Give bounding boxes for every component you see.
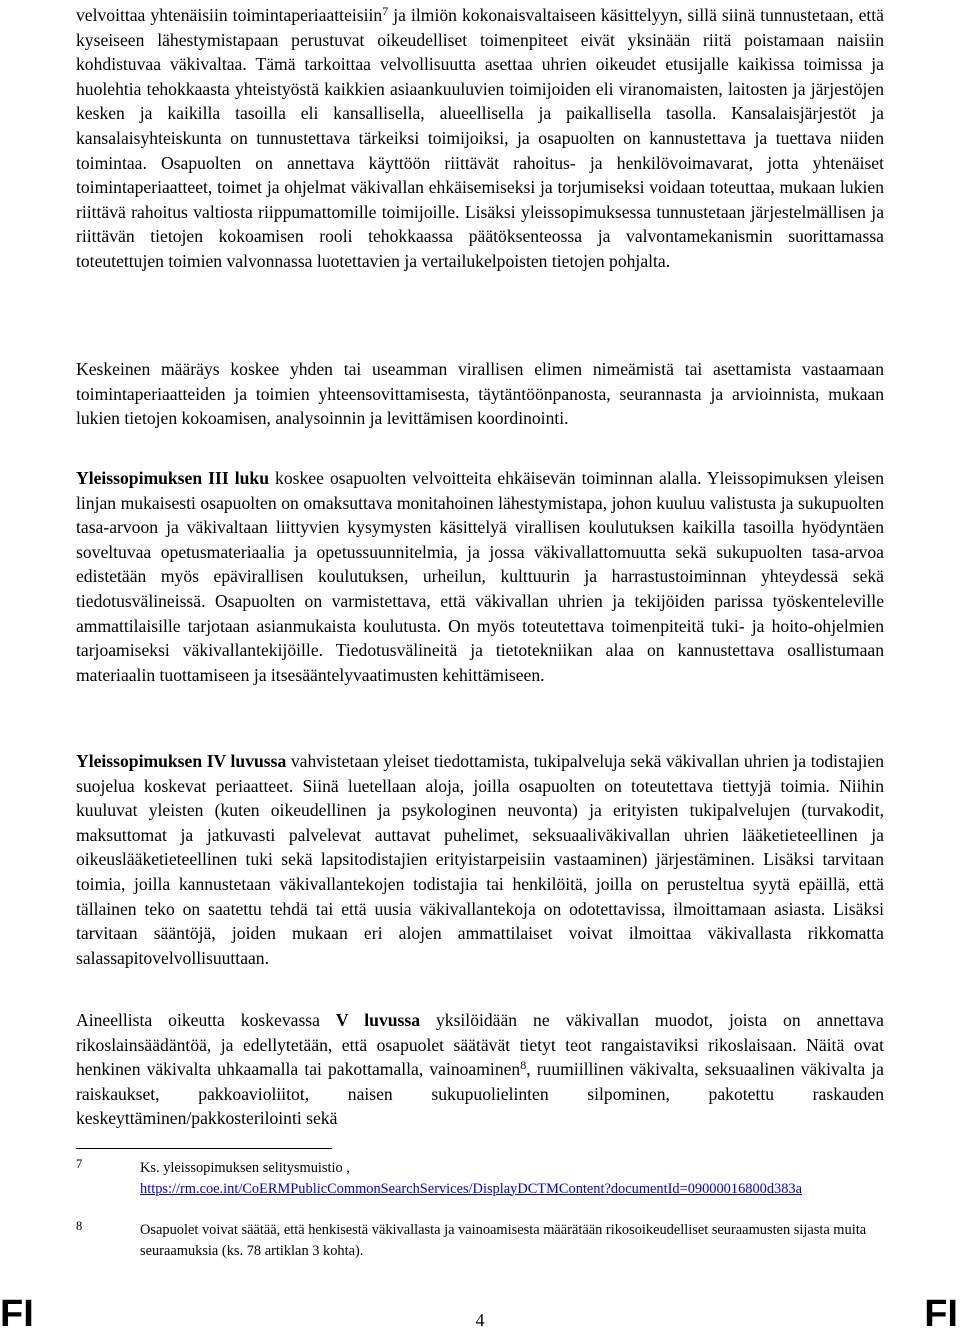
paragraph-1-rest: ja ilmiön kokonaisvaltaiseen käsittelyyn, sillä siinä tunnustetaan, että kyseiseen lähestymistapaan perustuvat oikeudelliset toimenpiteet eivät yksinään riitä poistamaan naisiin kohdistuvaa väkivaltaa. Tämä tarkoittaa velvollisuutta asettaa uhrien oikeudet etusijalle kaikissa toimissa ja huolehtia tehokkaasta yhteistyöstä kaikkien asiaankuuluvien toimijoiden eli viranomaisten, laitosten ja järjestöjen kesken ja kaikilla tasoilla eli kansallisella, alueellisella ja paikallisella tasolla. Kansalaisjärjestöt ja kansalaisyhteiskunta on tunnustettava tärkeiksi toimijoiksi, ja osapuolten on kannustettava ja tuettava niiden toimintaa. Osapuolten on annettava käyttöön riittävät rahoitus- ja henkilövoimavarat, jotta yhtenäiset toimintaperiaatteet, toimet ja ohjelmat väkivallan ehkäisemiseksi ja torjumiseksi voidaan toteuttaa, mukaan lukien riittävä rahoitus valtiosta riippumattomille toimijoille. Lisäksi yleissopimuksessa tunnustetaan järjestelmällisen ja riittävän tietojen kokoamisen rooli tehokkaassa päätöksenteossa ja valvontamekanismin suorittamassa toteutettujen toimien valvonnassa luotettavien ja vertailukelpoisten tietojen pohjalta. [76, 5, 884, 271]
language-code-left: FI [0, 1293, 34, 1335]
footnote-7-number: 7 [76, 1157, 83, 1171]
footnote-8-text: Osapuolet voivat säätää, että henkisestä väkivallasta ja vainoamisesta määrätään rikosoikeudelliset seuraamusten sijasta muita seuraamuksia (ks. 78 artiklan 3 kohta). [140, 1222, 867, 1259]
chapter-v-heading: V luvussa [335, 1010, 421, 1030]
paragraph-5-start: Aineellista oikeutta koskevassa [76, 1010, 336, 1030]
footnote-8-number: 8 [76, 1219, 83, 1233]
footnote-ref-8[interactable]: 8 [520, 1058, 527, 1073]
footnote-7-link[interactable]: https://rm.coe.int/CoERMPublicCommonSearchServices/DisplayDCTMContent?documentId=09000016800d383a [140, 1180, 803, 1197]
footnote-7-body [140, 1158, 884, 1199]
paragraph-2-text: Keskeinen määräys koskee yhden tai useamman virallisen elimen nimeämistä tai asettamista vastaamaan toimintaperiaatteiden ja toimien yhteensovittamisesta, täytäntöönpanosta, seurannasta ja arvioinnista, mukaan lukien tietojen kokoamisen, analysoinnin ja levittämisen koordinointi. [76, 359, 884, 429]
paragraph-1 [76, 3, 884, 274]
paragraph-3-rest: koskee osapuolten velvoitteita ehkäisevän toiminnan alalla. Yleissopimuksen yleisen linjan mukaisesti osapuolten on omaksuttava monitahoinen lähestymistapa, johon kuuluu valistusta ja sukupuolten tasa-arvoon ja väkivaltaan liittyvien kysymysten käsittelyä virallisen koulutuksen kaikilla tasoilla hyödyntäen soveltuvaa opetusmateriaalia ja opetussuunnitelmia, ja jossa väkivallattomuutta sekä sukupuolten tasa-arvoa edistetään myös epävirallisen koulutuksen, urheilun, kulttuurin ja harrastustoiminnan yhteydessä sekä tiedotusvälineissä. Osapuolten on varmistettava, että väkivallan uhrien ja tekijöiden parissa työskenteleville ammattilaisille tarjotaan asianmukaista koulutusta. On myös toteutettava toimenpiteitä tuki- ja hoito-ohjelmien tarjoamiseksi väkivallantekijöille. Tiedotusvälineitä ja tietotekniikan alaa on kannustettava osallistumaan materiaalin tuottamiseen ja itsesääntelyvaatimusten kehittämiseen. [76, 468, 884, 685]
chapter-iii-heading: Yleissopimuksen III luku [76, 468, 269, 488]
paragraph-5-middle: yksilöidään ne väkivallan muodot, joista on annettava rikoslainsäädäntöä, ja edellytetään, että osapuolet säätävät tietyt teot rangaistaviksi rikoslaisaan. Näitä ovat henkinen väkivalta uhkaamalla tai pakottamalla, vainoaminen [76, 1010, 884, 1080]
paragraph-2 [76, 357, 884, 431]
paragraph-1-start: velvoittaa yhtenäisiin toimintaperiaatteisiin [76, 5, 383, 25]
footnote-7-text: Ks. yleissopimuksen selitysmuistio , [140, 1160, 350, 1176]
paragraph-5-rest: , ruumiillinen väkivalta, seksuaalinen väkivalta ja raiskaukset, pakkoavioliitot, naisen sukupuolielinten silpominen, pakotettu raskauden keskeyttäminen/pakkosterilointi sekä [76, 1059, 884, 1129]
chapter-iv-heading: Yleissopimuksen IV luvussa [76, 751, 287, 771]
footnote-8 [76, 1220, 884, 1261]
paragraph-4 [76, 749, 884, 970]
page-number: 4 [475, 1310, 485, 1330]
paragraph-3 [76, 466, 884, 687]
language-code-right: FI [924, 1293, 958, 1335]
footnote-separator [76, 1148, 332, 1149]
paragraph-4-rest: vahvistetaan yleiset tiedottamista, tukipalveluja sekä väkivallan uhrien ja todistajien suojelua koskevat periaatteet. Siinä luetellaan aloja, joilla osapuolten on toteutettava tiettyjä toimia. Niihin kuuluvat yleisten (kuten oikeudellinen ja psykologinen neuvonta) ja erityisten tukipalvelujen (turvakodit, maksuttomat ja jatkuvasti palvelevat auttavat puhelimet, seksuaaliväkivallan uhrien lääketieteellinen ja oikeuslääketieteellinen tuki sekä lapsitodistajien erityistarpeisiin vastaaminen) järjestäminen. Lisäksi tarvitaan toimia, joilla kannustetaan väkivallantekojen todistajia tai henkilöitä, joilla on perusteltua syytä epäillä, että tällainen teko on saatettu tehdä tai että uusia väkivallantekoja on odotettavissa, ilmoittamaan asiasta. Lisäksi tarvitaan sääntöjä, joiden mukaan eri alojen ammattilaiset voivat ilmoittaa väkivallasta rikkomatta salassapitovelvollisuuttaan. [76, 751, 885, 968]
footnote-ref-7[interactable]: 7 [382, 4, 389, 18]
paragraph-5 [76, 1008, 884, 1131]
footnote-7 [76, 1158, 884, 1199]
